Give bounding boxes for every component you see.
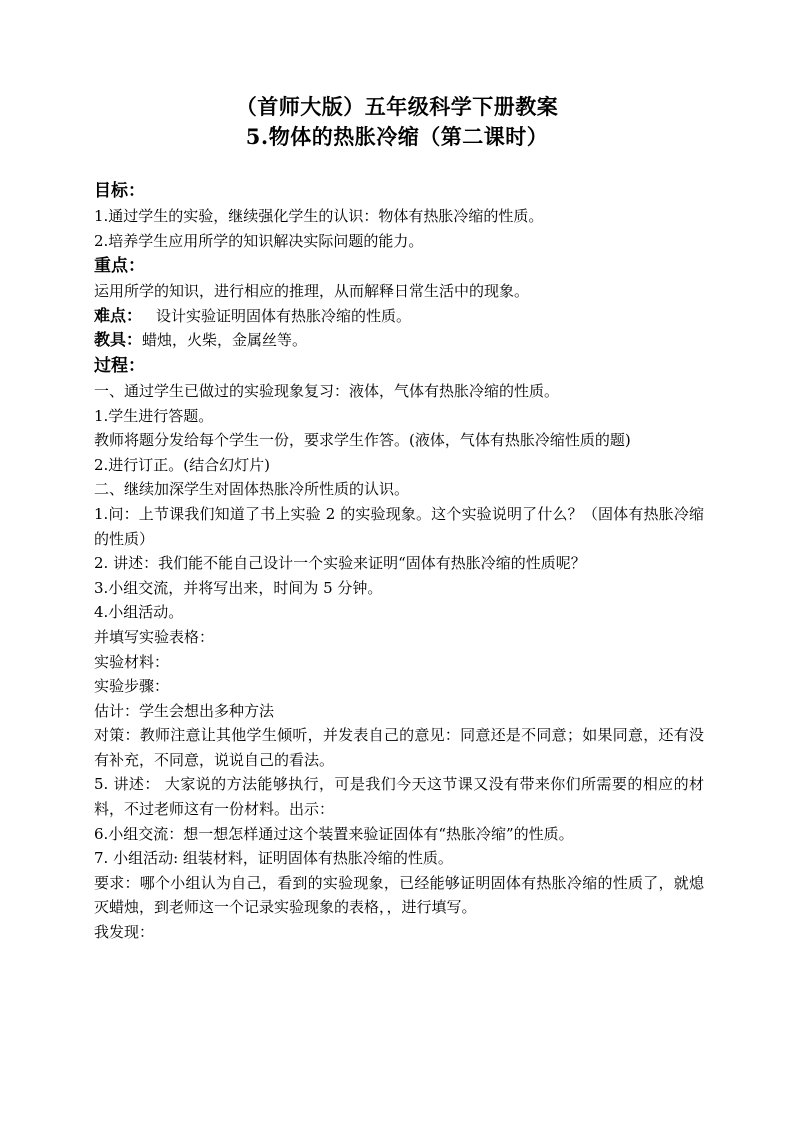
goals-heading: 目标： <box>94 181 145 201</box>
difficulty-label: 难点： <box>94 305 143 325</box>
title-block <box>0 92 794 152</box>
process-paragraph: 要求：哪个小组认为自己，看到的实验现象，已经能够证明固体有热胀冷缩的性质了，就熄灭蜡烛，到老师这一个记录实验现象的表格，，进行填写。 <box>94 873 704 917</box>
document-body <box>94 178 704 945</box>
process-paragraph: 教师将题分发给每个学生一份，要求学生作答。(液体，气体有热胀冷缩性质的题) <box>94 431 631 450</box>
process-heading: 过程： <box>94 355 145 376</box>
process-paragraph: 实验步骤： <box>94 677 170 696</box>
key-points-heading: 重点： <box>94 256 145 277</box>
process-paragraph: 2. 讲述：我们能不能自己设计一个实验来证明“固体有热胀冷缩的性质呢？ <box>94 554 586 573</box>
process-paragraph: 估计：学生会想出多种方法 <box>94 701 275 720</box>
process-paragraph: 5. 讲述： 大家说的方法能够执行，可是我们今天这节课又没有带来你们所需要的相应的材料，不过老师这有一份材料。出示： <box>94 775 704 819</box>
process-paragraph: 1.问：上节课我们知道了书上实验 2 的实验现象。这个实验说明了什么？（固体有热胀冷缩的性质） <box>94 504 704 548</box>
process-paragraph: 对策：教师注意让其他学生倾听，并发表自己的意见：同意还是不同意；如果同意，还有没有补充，不同意，说说自己的看法。 <box>94 726 704 769</box>
tools-label: 教具： <box>94 330 143 350</box>
process-paragraph: 7. 小组活动: 组装材料，证明固体有热胀冷缩的性质。 <box>94 849 453 868</box>
lesson-title: 5.物体的热胀冷缩（第二课时） <box>245 124 549 149</box>
goal-item-1: 1.通过学生的实验，继续强化学生的认识：物体有热胀冷缩的性质。 <box>94 207 544 225</box>
tools-row <box>94 328 704 353</box>
process-paragraph: 一、通过学生已做过的实验现象复习：液体，气体有热胀冷缩的性质。 <box>94 381 560 400</box>
process-paragraph: 6.小组交流：想一想怎样通过这个装置来验证固体有“热胀冷缩”的性质。 <box>94 824 574 843</box>
difficulty-text: 设计实验证明固体有热胀冷缩的性质。 <box>156 306 412 325</box>
process-paragraph: 实验材料： <box>94 652 170 671</box>
tools-text: 蜡烛，火柴，金属丝等。 <box>142 331 308 350</box>
goal-item-2: 2.培养学生应用所学的知识解决实际问题的能力。 <box>94 231 424 250</box>
process-paragraph: 4.小组活动。 <box>94 603 184 622</box>
process-paragraph: 我发现： <box>94 923 155 942</box>
process-paragraph: 1.学生进行答题。 <box>94 406 214 425</box>
process-paragraph: 二、继续加深学生对固体热胀冷所性质的认识。 <box>94 480 410 499</box>
difficulty-row <box>94 304 704 329</box>
document-title: （首师大版）五年级科学下册教案 <box>235 94 559 119</box>
process-paragraph: 3.小组交流，并将写出来，时间为 5 分钟。 <box>94 578 383 597</box>
key-points-text: 运用所学的知识，进行相应的推理，从而解释日常生活中的现象。 <box>94 282 530 301</box>
process-paragraph: 并填写实验表格： <box>94 627 215 646</box>
process-paragraph: 2.进行订正。(结合幻灯片) <box>94 455 271 474</box>
